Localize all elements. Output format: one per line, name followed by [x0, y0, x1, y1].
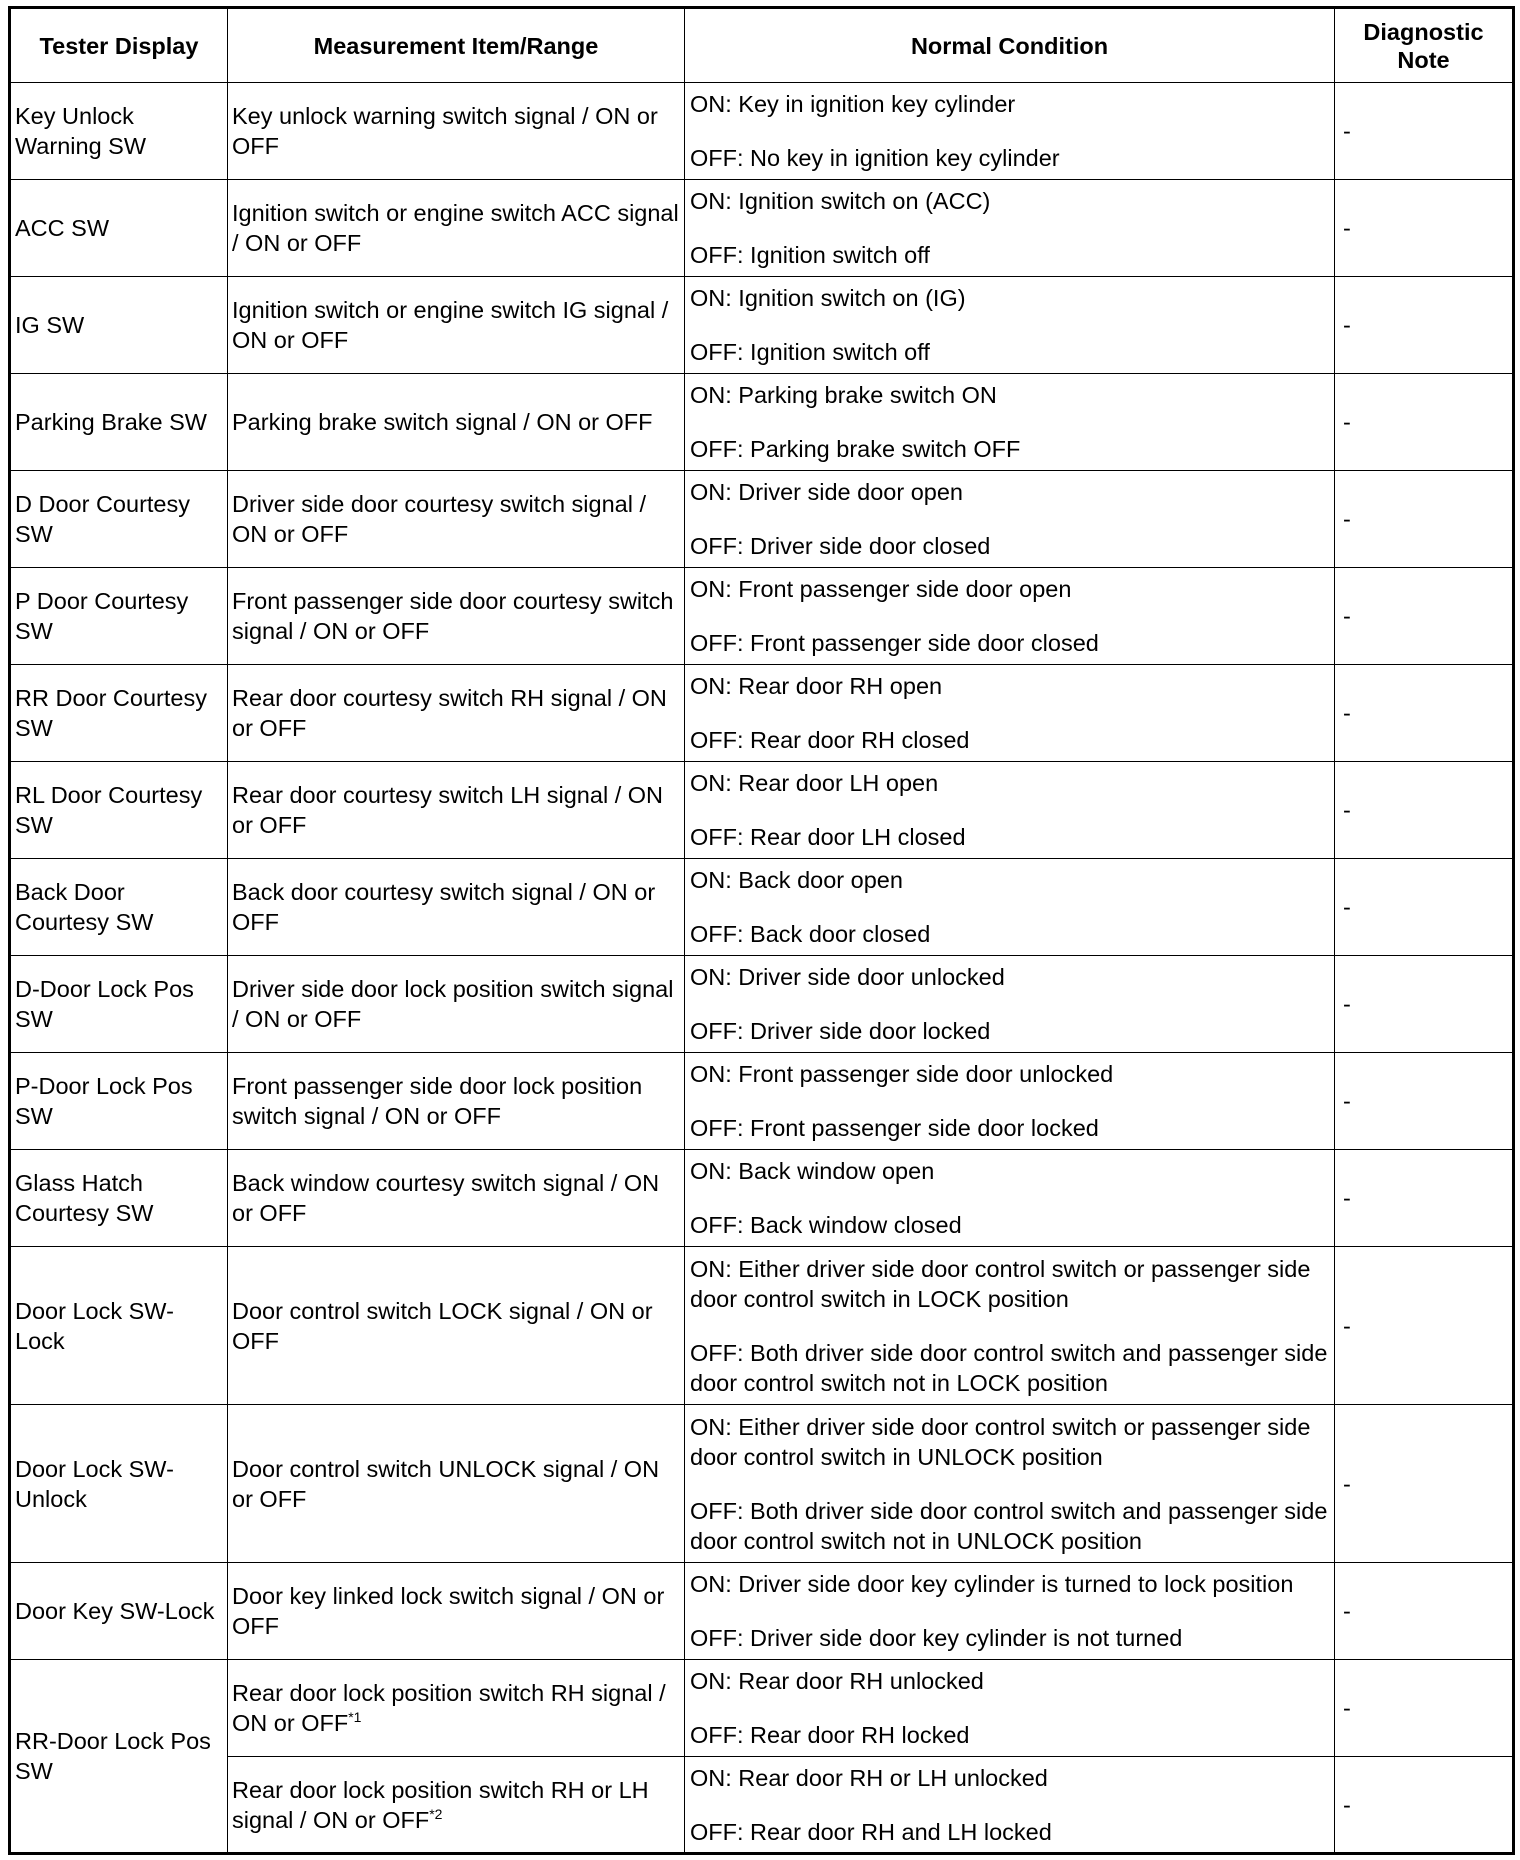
normal-condition-cell: [685, 471, 1335, 568]
off-condition: OFF: Driver side door locked: [690, 1018, 991, 1044]
measurement-cell: Ignition switch or engine switch ACC signal / ON or OFF: [228, 180, 685, 277]
on-condition: ON: Rear door RH or LH unlocked: [690, 1764, 1048, 1791]
normal-condition-cell: [685, 1660, 1335, 1757]
normal-condition-cell: [685, 859, 1335, 956]
table-row: [10, 665, 1514, 762]
table-row: [10, 471, 1514, 568]
tester-display-cell: Door Lock SW-Unlock: [10, 1405, 228, 1563]
on-condition: ON: Driver side door unlocked: [690, 964, 1005, 990]
off-condition: OFF: Front passenger side door locked: [690, 1115, 1099, 1141]
condition-pair: [685, 1662, 1334, 1754]
off-condition: OFF: No key in ignition key cylinder: [690, 145, 1060, 171]
off-condition: OFF: Front passenger side door closed: [690, 630, 1099, 656]
on-condition: ON: Rear door LH open: [690, 770, 939, 796]
diagnostic-note-cell: -: [1335, 1150, 1514, 1247]
measurement-cell: Door control switch LOCK signal / ON or OFF: [228, 1247, 685, 1405]
header-row: [10, 8, 1514, 83]
table-row: [10, 1563, 1514, 1660]
normal-condition-cell: [685, 1247, 1335, 1405]
on-condition: ON: Ignition switch on (ACC): [690, 188, 991, 214]
measurement-cell: [228, 1660, 685, 1757]
header-diagnostic-note: Diagnostic Note: [1335, 8, 1514, 83]
measurement-text: Rear door lock position switch RH or LH signal / ON or OFF: [232, 1776, 649, 1833]
normal-condition-cell: [685, 568, 1335, 665]
on-condition: ON: Front passenger side door unlocked: [690, 1061, 1114, 1087]
table-row: [10, 1053, 1514, 1150]
condition-pair: [685, 376, 1334, 468]
condition-pair: [685, 1565, 1334, 1657]
off-condition: OFF: Both driver side door control switch and passenger side door control switch not in LOCK position: [690, 1339, 1328, 1396]
table-row: [10, 956, 1514, 1053]
table-row: [10, 180, 1514, 277]
table-row: [10, 83, 1514, 180]
measurement-cell: Driver side door lock position switch signal / ON or OFF: [228, 956, 685, 1053]
measurement-cell: Rear door courtesy switch LH signal / ON or OFF: [228, 762, 685, 859]
diagnostic-note-cell: -: [1335, 83, 1514, 180]
off-condition: OFF: Ignition switch off: [690, 339, 930, 365]
tester-display-cell: D-Door Lock Pos SW: [10, 956, 228, 1053]
condition-pair: [685, 958, 1334, 1050]
table-row: [10, 374, 1514, 471]
on-condition: ON: Parking brake switch ON: [690, 382, 997, 408]
normal-condition-cell: [685, 277, 1335, 374]
diagnostic-note-cell: -: [1335, 568, 1514, 665]
condition-pair: [685, 861, 1334, 953]
on-condition: ON: Driver side door key cylinder is turned to lock position: [690, 1571, 1294, 1597]
diagnostic-note-cell: -: [1335, 180, 1514, 277]
measurement-cell: Driver side door courtesy switch signal / ON or OFF: [228, 471, 685, 568]
tester-display-cell: D Door Courtesy SW: [10, 471, 228, 568]
on-condition: ON: Back window open: [690, 1158, 935, 1184]
on-condition: ON: Rear door RH unlocked: [690, 1668, 984, 1694]
off-condition: OFF: Back window closed: [690, 1212, 962, 1238]
table-header: [10, 8, 1514, 83]
condition-pair: [685, 182, 1334, 274]
off-condition: OFF: Rear door RH locked: [690, 1722, 970, 1748]
diagnostic-note-cell: -: [1335, 1757, 1514, 1854]
condition-pair: [685, 570, 1334, 662]
measurement-text: Rear door lock position switch RH signal / ON or OFF: [232, 1680, 666, 1736]
off-condition: OFF: Driver side door closed: [690, 533, 991, 559]
normal-condition-cell: [685, 374, 1335, 471]
tester-display-cell: Door Key SW-Lock: [10, 1563, 228, 1660]
diagnostic-note-cell: -: [1335, 762, 1514, 859]
header-normal-condition: Normal Condition: [685, 8, 1335, 83]
on-condition: ON: Key in ignition key cylinder: [690, 91, 1016, 117]
normal-condition-cell: [685, 956, 1335, 1053]
normal-condition-cell: [685, 665, 1335, 762]
measurement-cell: Door key linked lock switch signal / ON or OFF: [228, 1563, 685, 1660]
tester-display-cell: RL Door Courtesy SW: [10, 762, 228, 859]
diagnostic-note-cell: -: [1335, 471, 1514, 568]
off-condition: OFF: Ignition switch off: [690, 242, 930, 268]
table-row: [10, 568, 1514, 665]
off-condition: OFF: Rear door LH closed: [690, 824, 966, 850]
tester-display-cell: IG SW: [10, 277, 228, 374]
condition-pair: [685, 279, 1334, 371]
normal-condition-cell: [685, 1150, 1335, 1247]
measurement-cell: Back door courtesy switch signal / ON or OFF: [228, 859, 685, 956]
tester-display-cell: P Door Courtesy SW: [10, 568, 228, 665]
on-condition: ON: Driver side door open: [690, 479, 963, 505]
tester-display-cell: P-Door Lock Pos SW: [10, 1053, 228, 1150]
tester-display-cell: Key Unlock Warning SW: [10, 83, 228, 180]
condition-pair: [685, 1152, 1334, 1244]
table-row: [10, 277, 1514, 374]
condition-pair: [685, 473, 1334, 565]
condition-pair: [685, 85, 1334, 177]
footnote-marker: *1: [348, 1709, 362, 1726]
condition-pair: [685, 1250, 1334, 1402]
condition-pair: [685, 1055, 1334, 1147]
tester-display-cell: RR-Door Lock Pos SW: [10, 1660, 228, 1854]
measurement-cell: Parking brake switch signal / ON or OFF: [228, 374, 685, 471]
tester-display-cell: Door Lock SW-Lock: [10, 1247, 228, 1405]
on-condition: ON: Ignition switch on (IG): [690, 285, 966, 311]
tester-display-cell: ACC SW: [10, 180, 228, 277]
measurement-cell: Front passenger side door courtesy switch signal / ON or OFF: [228, 568, 685, 665]
tester-display-cell: Parking Brake SW: [10, 374, 228, 471]
normal-condition-cell: [685, 762, 1335, 859]
table-row: [10, 1757, 1514, 1854]
on-condition: ON: Front passenger side door open: [690, 576, 1072, 602]
diagnostic-note-cell: -: [1335, 1405, 1514, 1563]
off-condition: OFF: Back door closed: [690, 921, 931, 947]
table-row: [10, 1660, 1514, 1757]
table-row: [10, 1150, 1514, 1247]
normal-condition-cell: [685, 1757, 1335, 1854]
table-row: [10, 762, 1514, 859]
diagnostic-note-cell: -: [1335, 1660, 1514, 1757]
measurement-cell: Ignition switch or engine switch IG signal / ON or OFF: [228, 277, 685, 374]
off-condition: OFF: Both driver side door control switch and passenger side door control switch not in UNLOCK position: [690, 1497, 1328, 1554]
condition-pair: [685, 764, 1334, 856]
off-condition: OFF: Parking brake switch OFF: [690, 436, 1021, 462]
measurement-cell: [228, 1757, 685, 1854]
diagnostic-note-cell: -: [1335, 1563, 1514, 1660]
off-condition: OFF: Driver side door key cylinder is not turned: [690, 1625, 1183, 1651]
diagnostic-note-cell: -: [1335, 374, 1514, 471]
table-row: [10, 1247, 1514, 1405]
condition-pair: [685, 1408, 1334, 1560]
diagnostic-note-cell: -: [1335, 1053, 1514, 1150]
tester-display-cell: RR Door Courtesy SW: [10, 665, 228, 762]
diagnostic-note-cell: -: [1335, 665, 1514, 762]
normal-condition-cell: [685, 1405, 1335, 1563]
measurement-cell: Door control switch UNLOCK signal / ON or OFF: [228, 1405, 685, 1563]
header-tester-display: Tester Display: [10, 8, 228, 83]
header-measurement: Measurement Item/Range: [228, 8, 685, 83]
on-condition: ON: Either driver side door control switch or passenger side door control switch in LOCK position: [690, 1255, 1311, 1312]
on-condition: ON: Rear door RH open: [690, 673, 943, 699]
diagnostic-note-cell: -: [1335, 1247, 1514, 1405]
measurement-cell: Back window courtesy switch signal / ON or OFF: [228, 1150, 685, 1247]
data-list-table: [8, 6, 1515, 1855]
table-row: [10, 859, 1514, 956]
condition-pair: [685, 1759, 1334, 1851]
measurement-cell: Key unlock warning switch signal / ON or OFF: [228, 83, 685, 180]
diagnostic-note-cell: -: [1335, 277, 1514, 374]
normal-condition-cell: [685, 1563, 1335, 1660]
table-row: [10, 1405, 1514, 1563]
diagnostic-note-cell: -: [1335, 956, 1514, 1053]
measurement-cell: Rear door courtesy switch RH signal / ON or OFF: [228, 665, 685, 762]
condition-pair: [685, 667, 1334, 759]
diagnostic-note-cell: -: [1335, 859, 1514, 956]
measurement-cell: Front passenger side door lock position switch signal / ON or OFF: [228, 1053, 685, 1150]
tester-display-cell: Glass Hatch Courtesy SW: [10, 1150, 228, 1247]
footnote-marker: *2: [429, 1805, 443, 1822]
off-condition: OFF: Rear door RH closed: [690, 727, 970, 753]
normal-condition-cell: [685, 180, 1335, 277]
table-body: [10, 83, 1514, 1854]
normal-condition-cell: [685, 1053, 1335, 1150]
tester-display-cell: Back Door Courtesy SW: [10, 859, 228, 956]
data-list-sheet: [8, 6, 1512, 1855]
normal-condition-cell: [685, 83, 1335, 180]
on-condition: ON: Either driver side door control switch or passenger side door control switch in UNLOCK position: [690, 1413, 1311, 1470]
on-condition: ON: Back door open: [690, 867, 903, 893]
off-condition: OFF: Rear door RH and LH locked: [690, 1818, 1052, 1845]
